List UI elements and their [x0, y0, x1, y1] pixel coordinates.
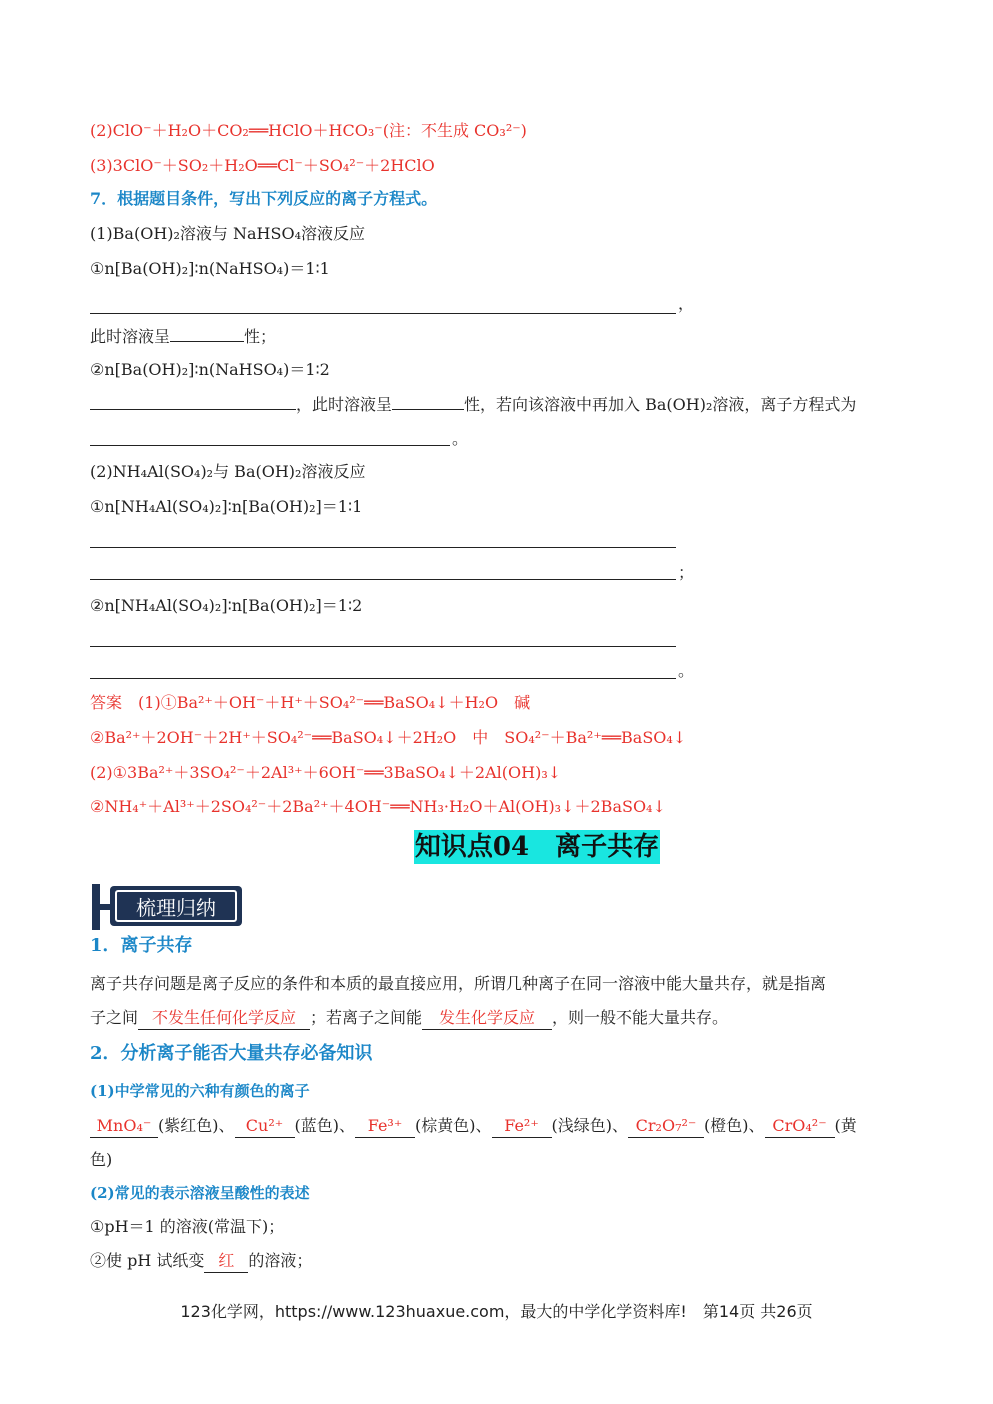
prompt-text: 此时溶液呈 [90, 327, 171, 346]
page-footer: 123化学网，https://www.123huaxue.com，最大的中学化学资料库! 第14页 共26页 [180, 1302, 813, 1321]
answer-blank-line[interactable] [90, 444, 450, 446]
answer-blank[interactable]: 发生化学反应 [422, 1007, 552, 1030]
ion-blank[interactable]: Fe²⁺ [492, 1115, 552, 1138]
ion-color: (橙色)、 [704, 1116, 765, 1135]
section-1-title: 1．离子共存 [90, 935, 193, 956]
acid-item-1: ①pH＝1 的溶液(常温下)； [90, 1217, 285, 1236]
ion-blank[interactable]: Fe³⁺ [355, 1115, 415, 1138]
answer-blank-line[interactable] [90, 677, 676, 679]
answer-blank-line[interactable] [90, 312, 676, 314]
ion-blank[interactable]: CrO₄²⁻ [765, 1115, 835, 1138]
ion-blank[interactable]: MnO₄⁻ [90, 1115, 158, 1138]
section-2-sub-1: (1)中学常见的六种有颜色的离子 [90, 1082, 310, 1100]
answer-blank[interactable]: 红 [204, 1250, 248, 1273]
question-7-title: 7．根据题目条件，写出下列反应的离子方程式。 [90, 189, 438, 208]
section-badge [92, 884, 246, 930]
line-end-punct: 。 [678, 661, 695, 680]
text: 的溶液； [248, 1251, 313, 1270]
question-7-1a: ①n[Ba(OH)₂]∶n(NaHSO₄)＝1∶1 [90, 259, 330, 278]
knowledge-point-banner: 知识点04 离子共存 [414, 832, 660, 862]
prompt-text: 性； [244, 327, 277, 346]
answer-line-1: (2)ClO⁻＋H₂O＋CO₂══HClO＋HCO₃⁻(注：不生成 CO₃²⁻) [90, 121, 527, 140]
prompt-text: 性，若向该溶液中再加入 Ba(OH)₂溶液，离子方程式为 [464, 395, 857, 414]
question-7-2a: ①n[NH₄Al(SO₄)₂]∶n[Ba(OH)₂]＝1∶1 [90, 497, 363, 516]
acid-item-2 [90, 1250, 312, 1273]
text: 子之间 [90, 1008, 139, 1027]
question-7-1a-property [90, 325, 276, 348]
line-end-punct: ； [678, 563, 695, 582]
ion-blank[interactable]: Cr₂O₇²⁻ [628, 1115, 704, 1138]
answer-text: (1)①Ba²⁺＋OH⁻＋H⁺＋SO₄²⁻══BaSO₄↓＋H₂O 碱 [138, 693, 531, 712]
answer-blank-line[interactable] [90, 546, 676, 548]
text: ，则一般不能大量共存。 [552, 1008, 729, 1027]
answer-blank-line[interactable] [90, 645, 676, 647]
answer-label: 答案 [90, 693, 123, 712]
answer-blank[interactable] [90, 393, 296, 410]
answer-row-2: ②Ba²⁺＋2OH⁻＋2H⁺＋SO₄²⁻══BaSO₄↓＋2H₂O 中 SO₄²⁻＋Ba²⁺══BaSO₄↓ [90, 728, 687, 747]
ion-color: (紫红色)、 [158, 1116, 235, 1135]
line-end-punct: 。 [452, 429, 469, 448]
question-7-1b: ②n[Ba(OH)₂]∶n(NaHSO₄)＝1∶2 [90, 360, 330, 379]
answer-row-3: (2)①3Ba²⁺＋3SO₄²⁻＋2Al³⁺＋6OH⁻══3BaSO₄↓＋2Al(OH)₃↓ [90, 763, 562, 782]
answer-line-2: (3)3ClO⁻＋SO₂＋H₂O══Cl⁻＋SO₄²⁻＋2HClO [90, 156, 435, 175]
section-1-paragraph: 离子共存问题是离子反应的条件和本质的最直接应用，所谓几种离子在同一溶液中能大量共存，就是指离 [90, 974, 827, 993]
section-badge-label: 梳理归纳 [115, 890, 237, 922]
answer-row-4: ②NH₄⁺＋Al³⁺＋2SO₄²⁻＋2Ba²⁺＋4OH⁻══NH₃·H₂O＋Al(OH)₃↓＋2BaSO₄↓ [90, 797, 666, 816]
answer-row-1 [90, 692, 530, 714]
colored-ions-row [90, 1115, 857, 1138]
question-7-2b: ②n[NH₄Al(SO₄)₂]∶n[Ba(OH)₂]＝1∶2 [90, 596, 363, 615]
question-7-1b-answer-row [90, 393, 856, 416]
answer-blank[interactable]: 不发生任何化学反应 [138, 1007, 310, 1030]
ion-color: (浅绿色)、 [551, 1116, 628, 1135]
text: ；若离子之间能 [310, 1008, 423, 1027]
answer-blank[interactable] [170, 325, 244, 342]
answer-blank-line[interactable] [90, 578, 676, 580]
section-2-sub-2: (2)常见的表示溶液呈酸性的表述 [90, 1184, 310, 1202]
colored-ions-wrap: 色) [90, 1150, 113, 1169]
ion-color: (黄 [834, 1116, 857, 1135]
section-2-title: 2．分析离子能否大量共存必备知识 [90, 1043, 373, 1064]
section-1-paragraph-2 [90, 1007, 728, 1030]
question-7-part-2: (2)NH₄Al(SO₄)₂与 Ba(OH)₂溶液反应 [90, 462, 366, 481]
answer-blank[interactable] [392, 393, 464, 410]
text: ②使 pH 试纸变 [90, 1251, 205, 1270]
ion-color: (棕黄色)、 [415, 1116, 492, 1135]
question-7-part-1: (1)Ba(OH)₂溶液与 NaHSO₄溶液反应 [90, 224, 366, 243]
prompt-text: ，此时溶液呈 [296, 395, 393, 414]
ion-blank[interactable]: Cu²⁺ [235, 1115, 295, 1138]
ion-color: (蓝色)、 [294, 1116, 355, 1135]
line-end-punct: ， [678, 294, 695, 313]
